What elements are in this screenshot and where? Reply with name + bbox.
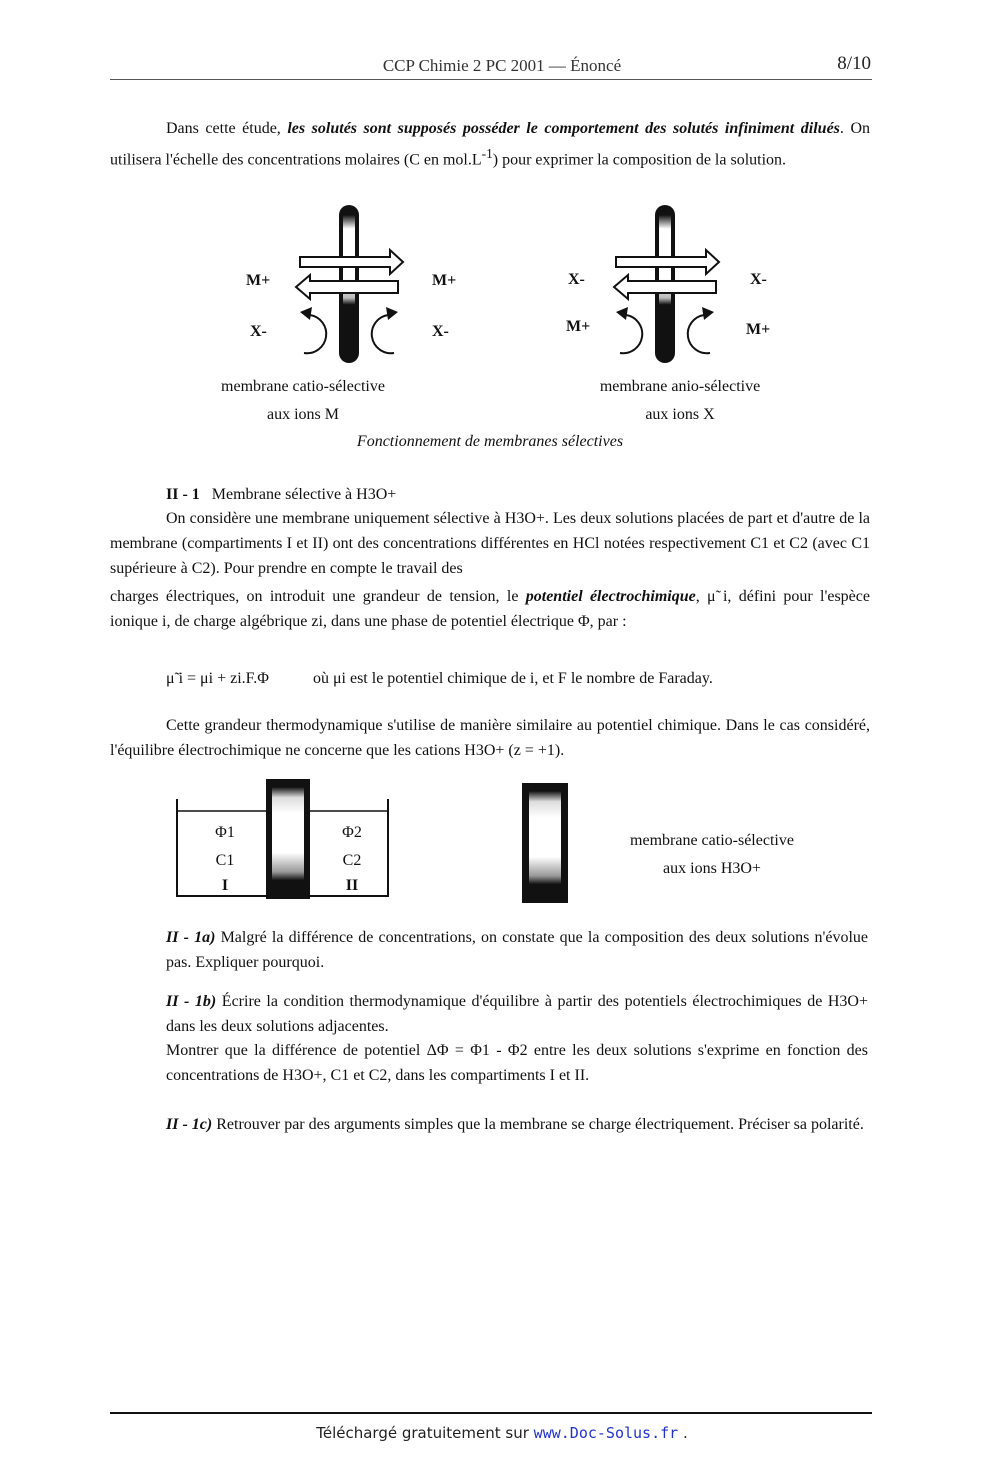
question-1c xyxy=(166,1112,868,1137)
ion-label: X- xyxy=(432,323,449,340)
ion-label: X- xyxy=(250,323,267,340)
ion-label: M+ xyxy=(566,318,591,335)
header-rule xyxy=(110,79,872,80)
compartment-2-label: II xyxy=(345,877,359,894)
intro-rest: . On utilisera l'échelle des concentrations molaires (C en mol.L xyxy=(110,120,870,169)
question-text: Malgré la différence de concentrations, on constate que la composition des deux solutions n'évolue pas. Expliquer pourquoi. xyxy=(166,929,869,971)
footer-link[interactable]: www.Doc-Solus.fr xyxy=(533,1424,679,1442)
left-membrane-caption: membrane catio-sélective xyxy=(221,378,385,395)
selective-membranes-figure xyxy=(0,195,1004,375)
membrane-legend-ions: aux ions H3O+ xyxy=(663,860,761,877)
running-header-title: CCP Chimie 2 PC 2001 — Énoncé xyxy=(382,56,622,75)
section-heading xyxy=(166,482,866,507)
anion-membrane xyxy=(614,205,719,363)
question-1b-part2: Montrer que la différence de potentiel ΔΦ = Φ1 - Φ2 entre les deux solutions s'exprime en fonction des concentrations de H3O+, C1 et C2, dans les compartiments I et II. xyxy=(166,1042,868,1084)
phi1-label: Φ1 xyxy=(215,824,235,841)
phi2-label: Φ2 xyxy=(342,824,362,841)
c1-label: C1 xyxy=(215,852,235,869)
page-number: 8/10 xyxy=(837,53,871,74)
intro-sup: -1 xyxy=(481,146,493,161)
cation-membrane xyxy=(296,205,403,363)
section-paragraph-3: Cette grandeur thermodynamique s'utilise de manière similaire au potentiel chimique. Dans le cas considéré, l'équilibre électrochimique ne concerne que les cations H3O+ (z = +1). xyxy=(110,717,870,759)
intro-emphasis: les solutés sont supposés posséder le comportement des solutés infiniment dilués xyxy=(287,120,840,137)
section-paragraph-2: charges électriques, on introduit une grandeur de tension, le potentiel électrochimique, μ̃ i, défini pour l'espèce ionique i, de charge algébrique zi, dans une phase de potentiel électrique Φ, par : xyxy=(110,588,870,630)
section-paragraph-1: On considère une membrane uniquement sélective à H3O+. Les deux solutions placées de part et d'autre de la membrane (compartiments I et II) ont des concentrations différentes en HCl notées respectivement C1 et C2 (avec C1 supérieure à C2). Pour prendre en compte le travail des xyxy=(110,510,870,577)
question-label: II - 1a) xyxy=(166,929,216,946)
footer-rule xyxy=(110,1412,872,1414)
intro-paragraph xyxy=(110,116,870,172)
footer-text: Téléchargé gratuitement sur xyxy=(316,1424,529,1442)
formula-note: où μi est le potentiel chimique de i, et F le nombre de Faraday. xyxy=(312,670,713,687)
compartment-1-label: I xyxy=(221,877,229,894)
formula-line xyxy=(166,666,866,691)
question-label: II - 1b) xyxy=(166,993,217,1010)
intro-end: ) pour exprimer la composition de la solution. xyxy=(492,151,787,169)
term-electrochemical-potential: potentiel électrochimique xyxy=(525,588,696,605)
figure-caption: Fonctionnement de membranes sélectives xyxy=(356,433,624,450)
circular-arrow-icon xyxy=(372,315,394,353)
ion-label: M+ xyxy=(746,321,771,338)
circular-arrow-icon xyxy=(304,315,326,353)
question-text: Écrire la condition thermodynamique d'équilibre à partir des potentiels électrochimiques de H3O+ dans les deux solutions adjacentes. xyxy=(166,993,868,1035)
right-membrane-caption: membrane anio-sélective xyxy=(599,378,761,395)
circular-arrow-icon xyxy=(620,315,642,353)
c2-label: C2 xyxy=(342,852,362,869)
formula: μ̃ i = μi + zi.F.Φ xyxy=(166,670,269,687)
section-title: Membrane sélective à H3O+ xyxy=(211,486,397,503)
question-1b xyxy=(166,989,868,1039)
ion-label: M+ xyxy=(432,272,457,289)
ion-label: X- xyxy=(568,271,585,288)
circular-arrow-icon xyxy=(688,315,710,353)
section-number: II - 1 xyxy=(166,486,200,503)
ion-label: X- xyxy=(750,271,767,288)
right-membrane-caption-ions: aux ions X xyxy=(645,406,715,423)
ion-label: M+ xyxy=(246,272,271,289)
question-text: Retrouver par des arguments simples que la membrane se charge électriquement. Préciser sa polarité. xyxy=(216,1116,864,1133)
compartments-figure xyxy=(0,775,1004,905)
question-label: II - 1c) xyxy=(166,1116,213,1133)
membrane-legend-swatch xyxy=(522,783,568,903)
membrane-legend: membrane catio-sélective xyxy=(630,832,794,849)
intro-lead: Dans cette étude, xyxy=(166,120,281,137)
footer: Téléchargé gratuitement sur www.Doc-Solus.fr . xyxy=(316,1424,688,1442)
question-1a xyxy=(166,925,868,975)
left-membrane-caption-ions: aux ions M xyxy=(267,406,339,423)
